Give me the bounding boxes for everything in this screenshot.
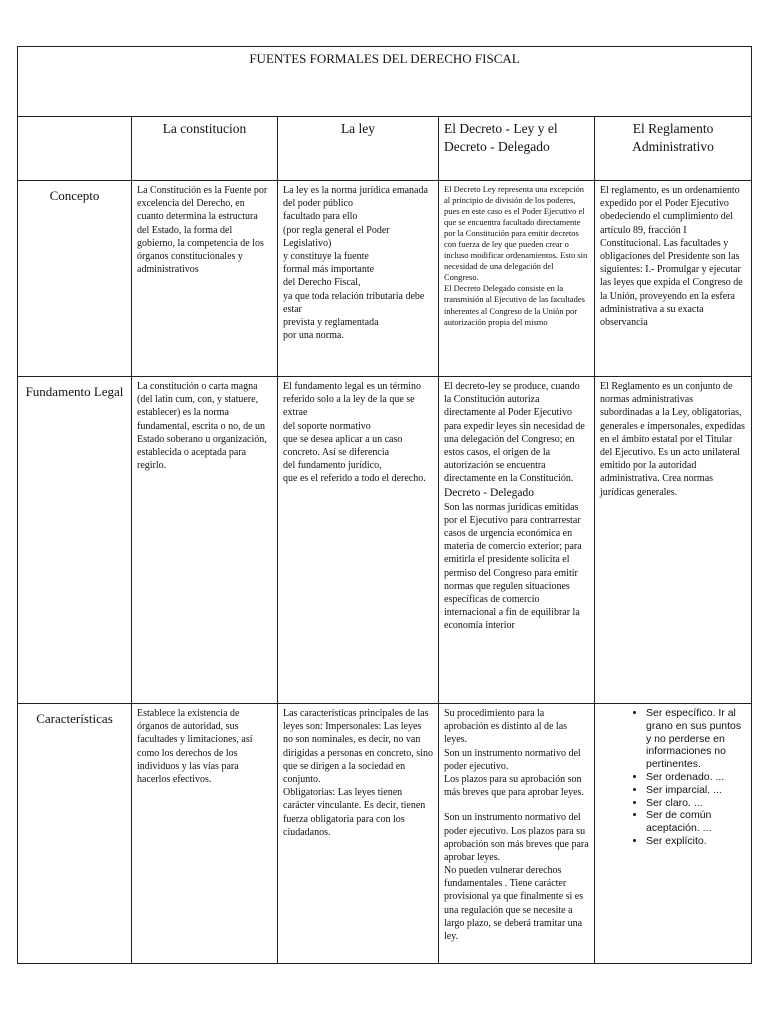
header-reglamento: El Reglamento Administrativo <box>595 117 752 181</box>
list-item: • Ser imparcial. ... <box>646 784 746 797</box>
cell-concepto-constitucion: La Constitución es la Fuente por excelencia del Derecho, en cuanto determina la estructura del Estado, la forma del gobierno, la competencia de los órganos constitucionales y administrativos <box>132 181 278 377</box>
cell-fundamento-constitucion: La constitución o carta magna (del latín cum, con, y statuere, establecer) es la norma fundamental, escrita o no, de un Estado soberano u organización, establecida o aceptada para regirlo. <box>132 377 278 704</box>
list-item: • Ser explícito. <box>646 835 746 848</box>
list-item: • Ser ordenado. ... <box>646 771 746 784</box>
document-title: FUENTES FORMALES DEL DERECHO FISCAL <box>18 47 752 117</box>
cell-concepto-reglamento: El reglamento, es un ordenamiento expedido por el Poder Ejecutivo obedeciendo el cumplimiento del artículo 89, fracción I Constitucional. Las facultades y obligaciones del Presidente son las siguientes: I.- Promulgar y ejecutar las leyes que expida el Congreso de la Unión, proveyendo en la esfera administrativa a su exacta observancia <box>595 181 752 377</box>
list-item: • Ser de común aceptación. ... <box>646 809 746 835</box>
cell-concepto-decreto: El Decreto Ley representa una excepción al principio de división de los poderes, pues en este caso es el Poder Ejecutivo el que se encuentra facultado directamente por la Constitución para emitir decretos con fuerza de ley que pueden crear o incluso modificar ordenamientos. Esto sin necesidad de una delegación del Congreso. El Decreto Delegado consiste en la transmisión al Ejecutivo de las facultades inherentes al Congreso de la Unión por autorización propia del mismo <box>439 181 595 377</box>
decreto-delegado-heading: Decreto - Delegado <box>444 486 535 499</box>
reglamento-bullet-list <box>600 707 746 848</box>
row-caracteristicas <box>18 704 752 964</box>
cell-caracteristicas-ley: Las características principales de las leyes son: Impersonales: Las leyes no son nominales, es decir, no van dirigidas a personas en concreto, sino que se dirigen a la sociedad en conjunto. Obligatorias: Las leyes tienen carácter vinculante. Es decir, tienen fuerza obligatoria para con los ciudadanos. <box>278 704 439 964</box>
cell-fundamento-reglamento: El Reglamento es un conjunto de normas administrativas subordinadas a la Ley, obligatorias, generales e impersonales, expedidas en el ámbito estatal por el Titular del Ejecutivo. Es un acto unilateral emitido por la autoridad administrativa. Crea normas jurídicas generales. <box>595 377 752 704</box>
cell-caracteristicas-constitucion: Establece la existencia de órganos de autoridad, sus facultades y limitaciones, así como los derechos de los individuos y las vías para hacerlos efectivos. <box>132 704 278 964</box>
header-ley: La ley <box>278 117 439 181</box>
list-item: • Ser específico. Ir al grano en sus puntos y no perderse en informaciones no pertinentes. <box>646 707 746 771</box>
row-label-fundamento: Fundamento Legal <box>18 377 132 704</box>
sources-table <box>17 46 752 964</box>
cell-caracteristicas-reglamento <box>595 704 752 964</box>
header-decreto: El Decreto - Ley y el Decreto - Delegado <box>439 117 595 181</box>
cell-caracteristicas-decreto: Su procedimiento para la aprobación es distinto al de las leyes. Son un instrumento normativo del poder ejecutivo. Los plazos para su aprobación son más breves que para aprobar leyes. Son un instrumento normativo del poder ejecutivo. Los plazos para su aprobación son más breves que para aprobar leyes. No pueden vulnerar derechos fundamentales . Tiene carácter provisional ya que finalmente si es una regulación que se necesite a largo plazo, se deberá tramitar una ley. <box>439 704 595 964</box>
list-item: • Ser claro. ... <box>646 797 746 810</box>
cell-concepto-ley: La ley es la norma jurídica emanada del poder público facultado para ello (por regla general el Poder Legislativo) y constituye la fuente formal más importante del Derecho Fiscal, ya que toda relación tributaria debe estar prevista y reglamentada por una norma. <box>278 181 439 377</box>
row-fundamento <box>18 377 752 704</box>
row-label-concepto: Concepto <box>18 181 132 377</box>
cell-fundamento-ley: El fundamento legal es un término referido solo a la ley de la que se extrae del soporte normativo que se desea aplicar a un caso concreto. Así se diferencia del fundamento jurídico, que es el referido a todo el derecho. <box>278 377 439 704</box>
cell-fundamento-decreto: El decreto-ley se produce, cuando la Constitución autoriza directamente al Poder Ejecutivo para expedir leyes sin necesidad de una delegación del Congreso; en estos casos, el origen de la autorización se encuentra directamente en la Constitución. Decreto - Delegado Son las normas jurídicas emitidas por el Ejecutivo para contrarrestar casos de urgencia económica en materia de comercio exterior; para emitirla el presidente solicita el permiso del Congreso para emitir normas que regulen situaciones específicas de comercio internacional a fin de equilibrar la economía interior <box>439 377 595 704</box>
row-concepto <box>18 181 752 377</box>
row-label-caracteristicas: Características <box>18 704 132 964</box>
corner-cell <box>18 117 132 181</box>
header-constitucion: La constitucion <box>132 117 278 181</box>
